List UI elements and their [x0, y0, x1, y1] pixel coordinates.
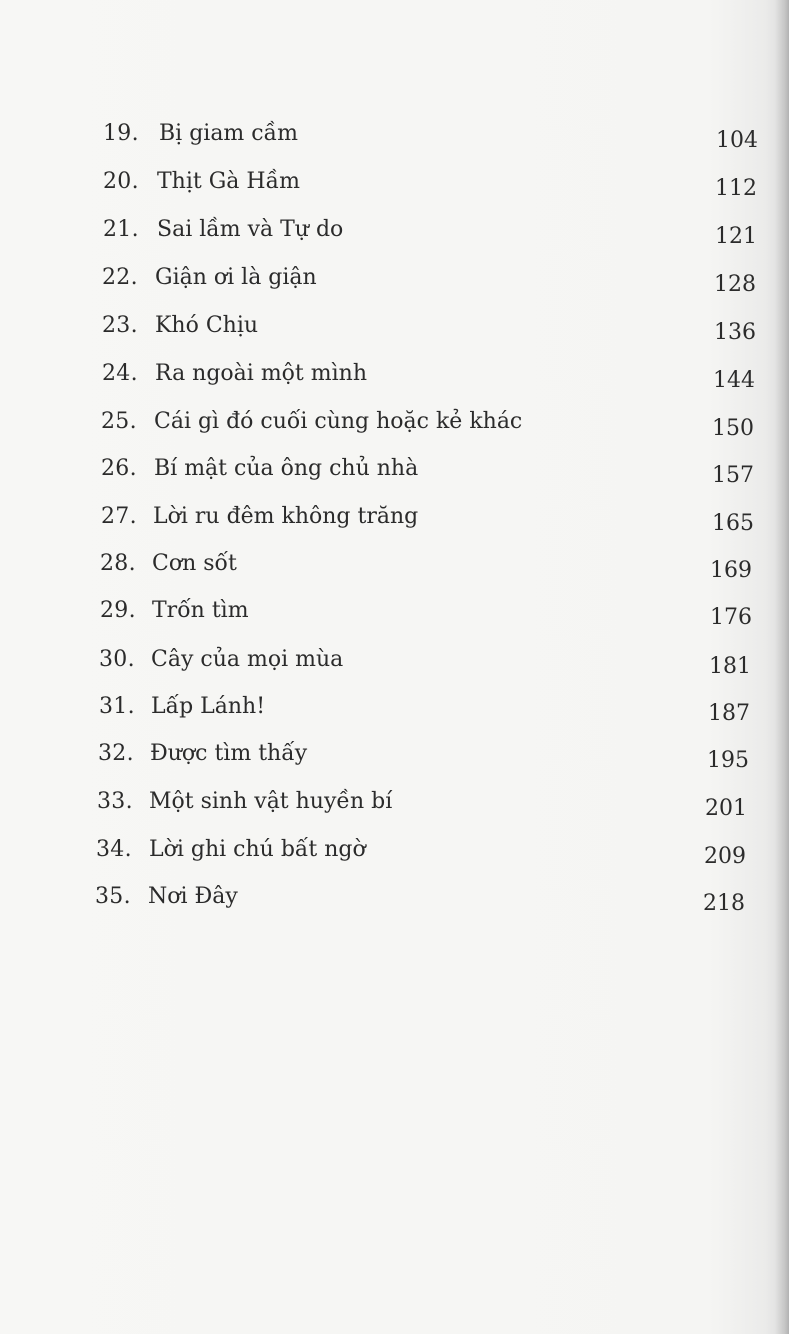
- toc-entry: [103, 165, 763, 199]
- chapter-page-number: 165: [712, 511, 754, 536]
- chapter-page-number: 128: [714, 272, 756, 297]
- page-edge-shadow: [775, 0, 789, 1334]
- chapter-title: Lấp Lánh!: [151, 694, 266, 719]
- chapter-number: 27.: [101, 504, 137, 529]
- chapter-number: 33.: [97, 789, 133, 814]
- chapter-page-number: 201: [705, 796, 747, 821]
- chapter-number: 22.: [102, 265, 138, 290]
- toc-entry: [102, 309, 762, 343]
- chapter-number: 25.: [101, 409, 137, 434]
- toc-entry: [103, 213, 763, 247]
- chapter-title: Lời ghi chú bất ngờ: [149, 837, 366, 862]
- toc-entry: [100, 547, 760, 581]
- toc-entry: [103, 117, 763, 151]
- chapter-page-number: 136: [714, 320, 756, 345]
- chapter-number: 20.: [103, 169, 139, 194]
- toc-entry: [96, 833, 756, 867]
- toc-entry: [99, 643, 759, 677]
- chapter-title: Khó Chịu: [155, 313, 259, 338]
- chapter-number: 26.: [101, 456, 137, 481]
- chapter-page-number: 150: [712, 416, 754, 441]
- chapter-title: Cây của mọi mùa: [151, 647, 344, 672]
- chapter-title: Một sinh vật huyền bí: [149, 789, 393, 814]
- toc-entry: [97, 785, 757, 819]
- toc-entry: [100, 594, 760, 628]
- chapter-page-number: 169: [710, 558, 752, 583]
- chapter-title: Cái gì đó cuối cùng hoặc kẻ khác: [154, 409, 523, 434]
- chapter-page-number: 218: [703, 891, 745, 916]
- chapter-number: 21.: [103, 217, 139, 242]
- chapter-title: Nơi Đây: [148, 884, 238, 909]
- chapter-title: Giận ơi là giận: [155, 265, 317, 290]
- chapter-title: Bí mật của ông chủ nhà: [154, 456, 419, 481]
- chapter-page-number: 157: [712, 463, 754, 488]
- chapter-page-number: 181: [709, 654, 751, 679]
- chapter-page-number: 195: [707, 748, 749, 773]
- chapter-number: 35.: [95, 884, 131, 909]
- toc-entry: [102, 261, 762, 295]
- chapter-number: 30.: [99, 647, 135, 672]
- chapter-number: 23.: [102, 313, 138, 338]
- chapter-page-number: 144: [713, 368, 755, 393]
- chapter-number: 32.: [98, 741, 134, 766]
- chapter-title: Sai lầm và Tự do: [157, 217, 344, 242]
- chapter-page-number: 104: [716, 128, 758, 153]
- toc-entry: [102, 357, 762, 391]
- toc-entry: [101, 405, 761, 439]
- chapter-title: Ra ngoài một mình: [155, 361, 367, 386]
- toc-entry: [101, 452, 761, 486]
- chapter-title: Thịt Gà Hầm: [157, 169, 300, 194]
- chapter-page-number: 209: [704, 844, 746, 869]
- chapter-page-number: 121: [715, 224, 757, 249]
- chapter-number: 28.: [100, 551, 136, 576]
- chapter-number: 34.: [96, 837, 132, 862]
- chapter-page-number: 187: [708, 701, 750, 726]
- chapter-number: 24.: [102, 361, 138, 386]
- toc-entry: [95, 880, 755, 914]
- chapter-title: Lời ru đêm không trăng: [153, 504, 419, 529]
- toc-entry: [101, 500, 761, 534]
- chapter-title: Trốn tìm: [152, 598, 249, 623]
- chapter-number: 31.: [99, 694, 135, 719]
- chapter-number: 19.: [103, 121, 139, 146]
- chapter-page-number: 176: [710, 605, 752, 630]
- chapter-title: Cơn sốt: [152, 551, 237, 576]
- chapter-number: 29.: [100, 598, 136, 623]
- chapter-title: Bị giam cầm: [159, 121, 298, 146]
- chapter-title: Được tìm thấy: [150, 741, 308, 766]
- chapter-page-number: 112: [715, 176, 757, 201]
- toc-entry: [99, 690, 759, 724]
- toc-entry: [98, 737, 758, 771]
